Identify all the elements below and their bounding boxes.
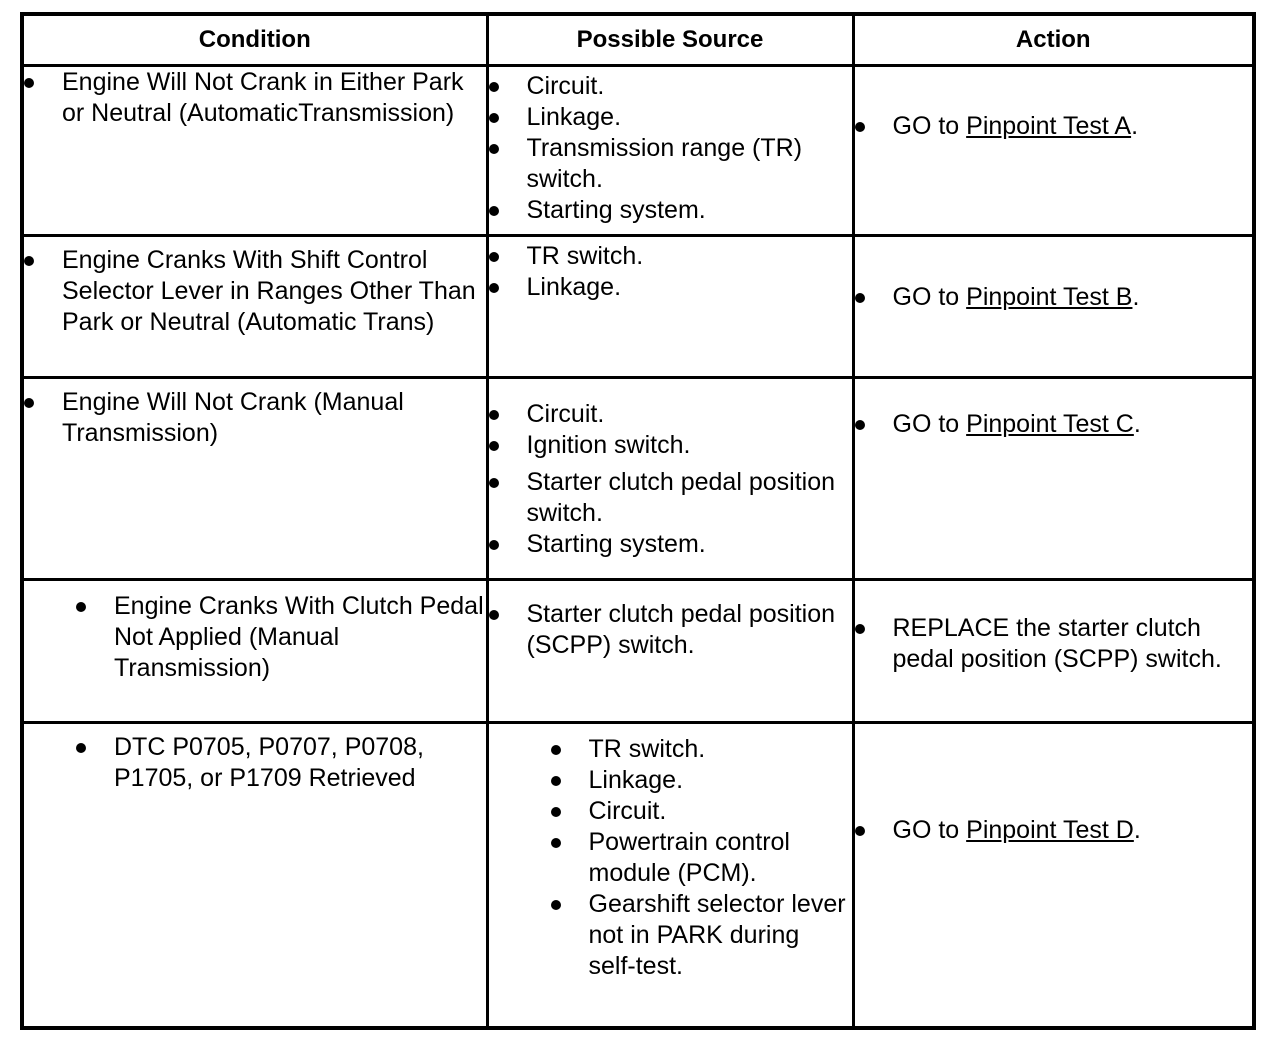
action-item bbox=[855, 409, 1253, 440]
source-item: Circuit. bbox=[489, 399, 852, 430]
source-item: Linkage. bbox=[489, 272, 852, 303]
source-item: Starting system. bbox=[489, 195, 852, 226]
condition-cell bbox=[22, 378, 487, 580]
action-item bbox=[855, 282, 1253, 313]
action-item bbox=[855, 815, 1253, 846]
action-item bbox=[855, 111, 1253, 142]
action-cell bbox=[853, 580, 1254, 723]
condition-cell bbox=[22, 580, 487, 723]
action-suffix: . bbox=[1133, 816, 1141, 844]
source-item: Transmission range (TR) switch. bbox=[489, 133, 852, 195]
action-suffix: . bbox=[1133, 409, 1141, 438]
source-item: Starting system. bbox=[489, 529, 852, 560]
source-item: Linkage. bbox=[551, 765, 852, 796]
table-row bbox=[22, 378, 1254, 580]
table-row bbox=[22, 580, 1254, 723]
action-prefix: GO to bbox=[892, 816, 960, 844]
source-item: Ignition switch. bbox=[489, 430, 852, 461]
source-item: Circuit. bbox=[489, 71, 852, 102]
condition-cell bbox=[22, 236, 487, 378]
condition-cell bbox=[22, 66, 487, 236]
condition-text: Engine Will Not Crank in Either Park or Neutral (AutomaticTransmission) bbox=[24, 67, 486, 129]
source-cell bbox=[487, 66, 853, 236]
header-condition: Condition bbox=[22, 14, 487, 66]
action-prefix: GO to bbox=[892, 409, 960, 438]
pinpoint-test-a-link[interactable]: Pinpoint Test A bbox=[966, 111, 1132, 140]
action-prefix: GO to bbox=[892, 283, 960, 311]
source-item: Gearshift selector lever not in PARK during self-test. bbox=[551, 889, 852, 982]
action-cell bbox=[853, 378, 1254, 580]
action-suffix: . bbox=[1132, 283, 1140, 311]
header-row bbox=[22, 14, 1254, 66]
action-suffix: . bbox=[1131, 111, 1139, 140]
pinpoint-test-d-link[interactable]: Pinpoint Test D bbox=[966, 816, 1134, 844]
condition-cell bbox=[22, 723, 487, 1029]
source-cell bbox=[487, 580, 853, 723]
source-item: Starter clutch pedal position (SCPP) switch. bbox=[489, 599, 852, 661]
source-item: Circuit. bbox=[551, 796, 852, 827]
action-cell bbox=[853, 66, 1254, 236]
header-action: Action bbox=[853, 14, 1254, 66]
diagnosis-table bbox=[20, 12, 1256, 1030]
action-item: REPLACE the starter clutch pedal position (SCPP) switch. bbox=[855, 613, 1253, 675]
condition-text: DTC P0705, P0707, P0708, P1705, or P1709 Retrieved bbox=[76, 732, 486, 794]
header-possible-source: Possible Source bbox=[487, 14, 853, 66]
table-row bbox=[22, 723, 1254, 1029]
source-item: Linkage. bbox=[489, 102, 852, 133]
action-cell bbox=[853, 236, 1254, 378]
source-item: TR switch. bbox=[551, 734, 852, 765]
source-cell bbox=[487, 378, 853, 580]
source-item: Starter clutch pedal position switch. bbox=[489, 467, 852, 529]
table-row bbox=[22, 66, 1254, 236]
pinpoint-test-b-link[interactable]: Pinpoint Test B bbox=[966, 283, 1133, 311]
source-cell bbox=[487, 236, 853, 378]
source-cell bbox=[487, 723, 853, 1029]
action-prefix: GO to bbox=[892, 111, 960, 140]
source-item: Powertrain control module (PCM). bbox=[551, 827, 852, 889]
table-row bbox=[22, 236, 1254, 378]
condition-text: Engine Cranks With Clutch Pedal Not Applied (Manual Transmission) bbox=[76, 591, 486, 684]
action-cell bbox=[853, 723, 1254, 1029]
condition-text: Engine Cranks With Shift Control Selector Lever in Ranges Other Than Park or Neutral (Automatic Trans) bbox=[24, 245, 486, 338]
pinpoint-test-c-link[interactable]: Pinpoint Test C bbox=[966, 409, 1134, 438]
condition-text: Engine Will Not Crank (Manual Transmission) bbox=[24, 387, 486, 449]
source-item: TR switch. bbox=[489, 241, 852, 272]
